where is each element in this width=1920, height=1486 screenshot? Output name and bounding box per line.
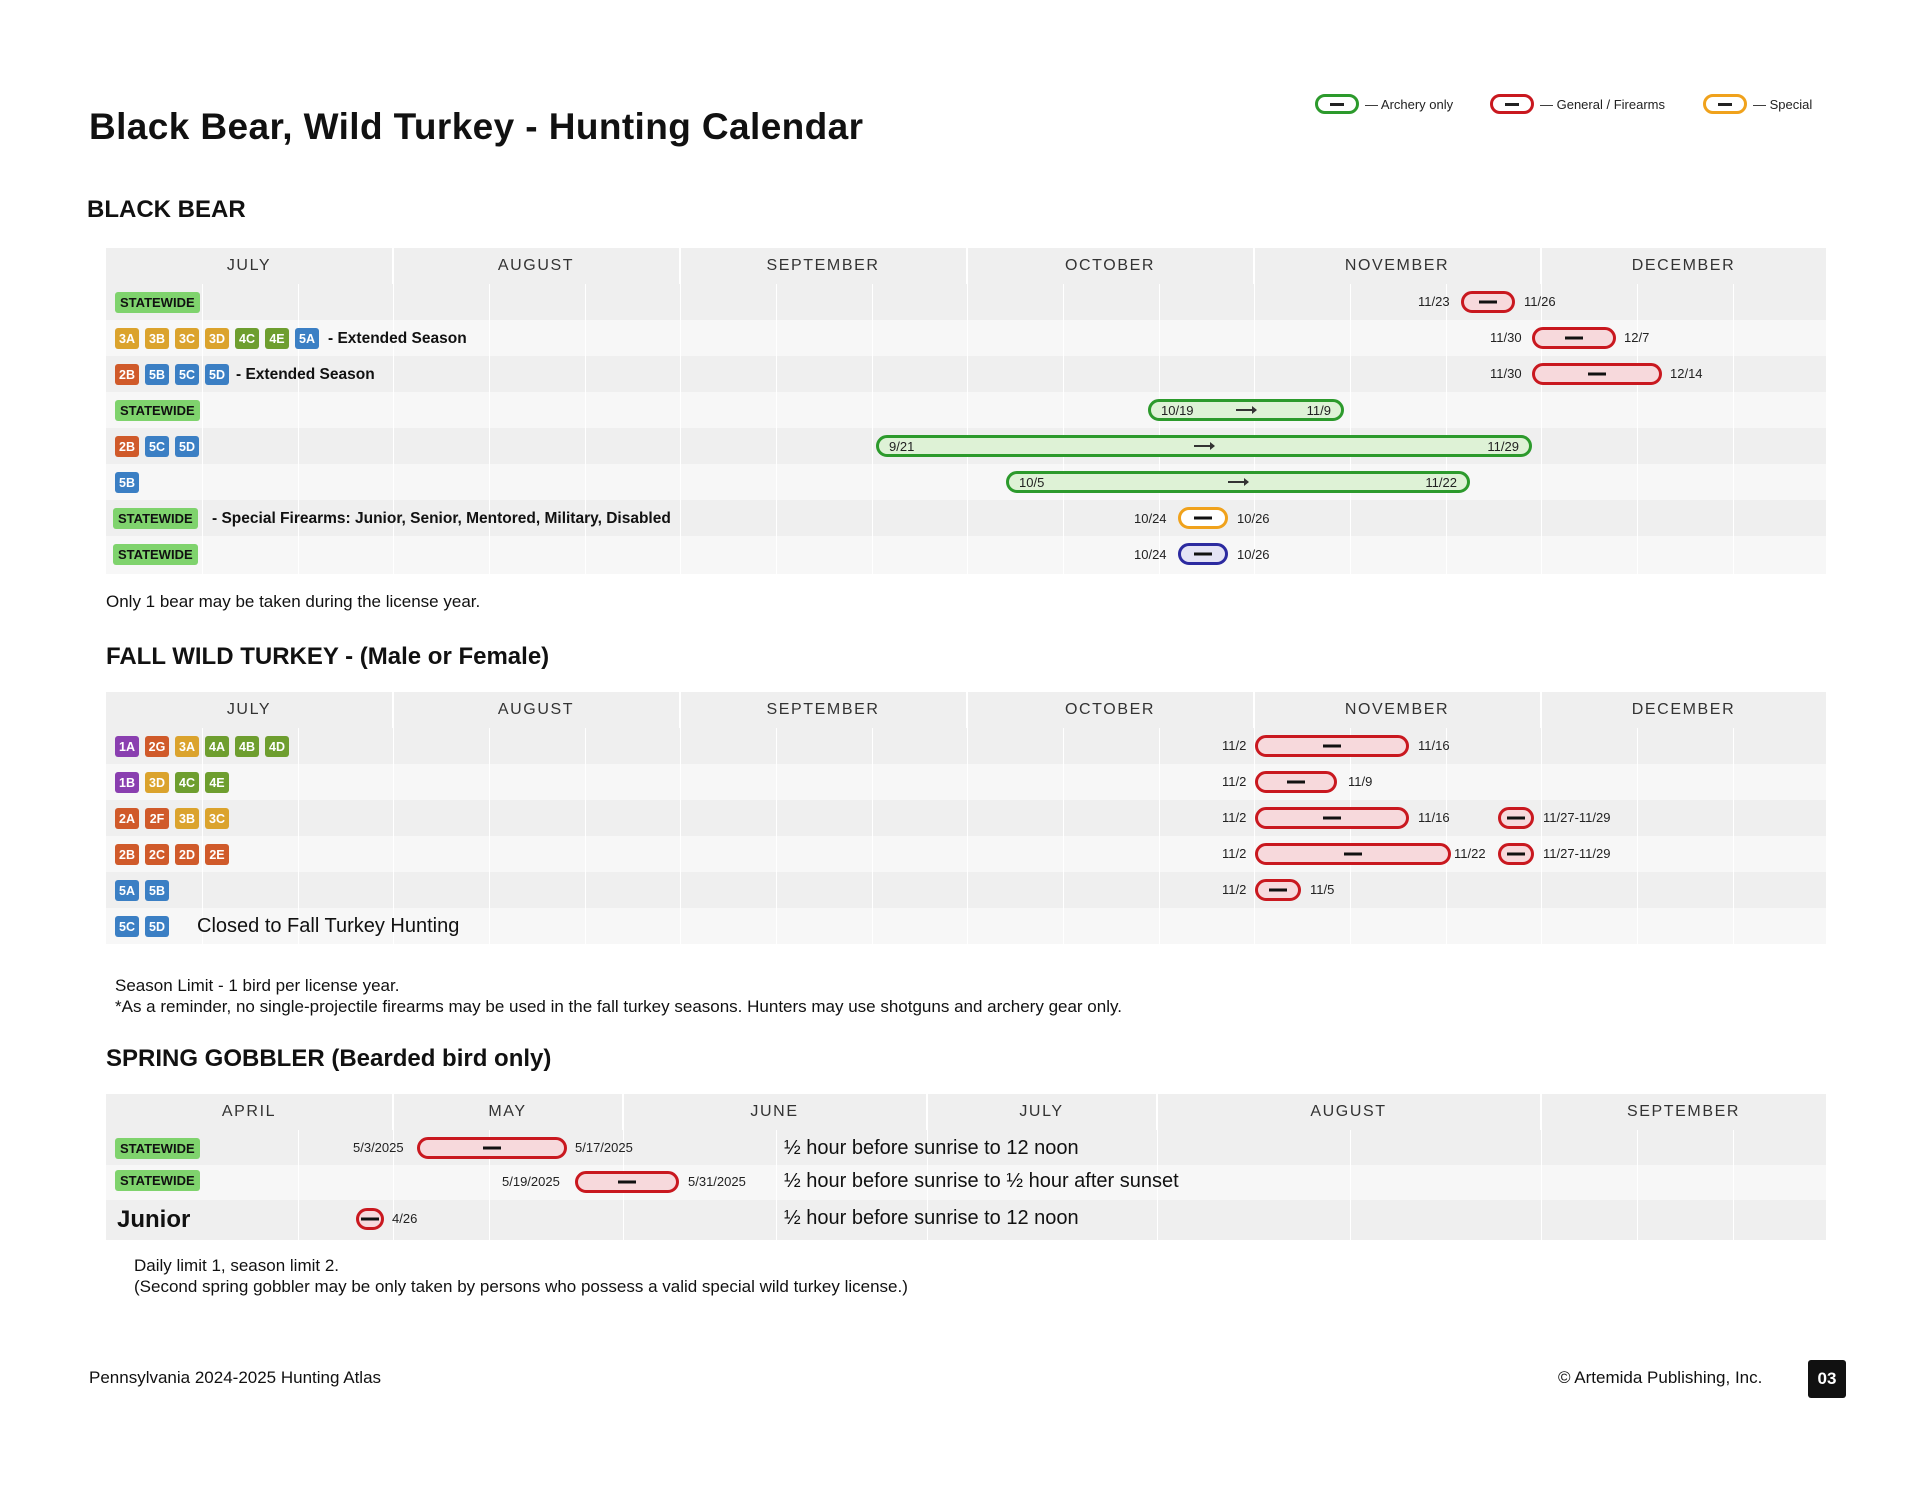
archery-bar bbox=[1148, 399, 1344, 421]
wmu-badge: 2G bbox=[145, 736, 169, 757]
spring-r0-start: 5/3/2025 bbox=[353, 1140, 404, 1155]
turkey-r3-end: 11/22 bbox=[1454, 846, 1486, 861]
bear-note: Only 1 bear may be taken during the license year. bbox=[106, 592, 481, 611]
wmu-badge: 3B bbox=[175, 808, 199, 829]
month-september: SEPTEMBER bbox=[680, 248, 967, 284]
turkey-calendar bbox=[106, 692, 1826, 944]
firearms-bar bbox=[1255, 879, 1301, 901]
wmu-badge: 5C bbox=[145, 436, 169, 457]
bear-r4-start: 9/21 bbox=[889, 439, 915, 454]
bear-r5-start: 10/5 bbox=[1019, 475, 1045, 490]
bear-r1-start: 11/30 bbox=[1490, 330, 1522, 345]
spring-note-limit: Daily limit 1, season limit 2. bbox=[134, 1256, 340, 1275]
spring-note-second: (Second spring gobbler may be only taken by persons who possess a valid special wild turkey license.) bbox=[134, 1277, 908, 1296]
shooting-hours: ½ hour before sunrise to ½ hour after sunset bbox=[784, 1170, 1179, 1192]
month-september: SEPTEMBER bbox=[680, 692, 967, 728]
wmu-badge: 3C bbox=[175, 328, 199, 349]
firearm-icon bbox=[1507, 817, 1525, 820]
firearms-bar bbox=[575, 1171, 679, 1193]
wmu-badge: 4A bbox=[205, 736, 229, 757]
legend-firearms-label: — General / Firearms bbox=[1540, 96, 1665, 112]
closed-to-fall-turkey: Closed to Fall Turkey Hunting bbox=[197, 915, 460, 937]
arrow-icon bbox=[1236, 409, 1256, 411]
month-april: APRIL bbox=[106, 1094, 393, 1130]
wmu-badge: 4D bbox=[265, 736, 289, 757]
wmu-badge: 5C bbox=[175, 364, 199, 385]
firearm-icon bbox=[483, 1147, 501, 1150]
bear-r3-end: 11/9 bbox=[1306, 403, 1331, 418]
footer-copyright: © Artemida Publishing, Inc. bbox=[1558, 1368, 1763, 1387]
legend-special bbox=[1703, 92, 1812, 116]
turkey-r2-end: 11/16 bbox=[1418, 810, 1450, 825]
statewide-badge: STATEWIDE bbox=[115, 292, 200, 313]
bear-r6-start: 10/24 bbox=[1134, 511, 1167, 526]
wmu-badge: 3D bbox=[205, 328, 229, 349]
bear-calendar bbox=[106, 248, 1826, 574]
turkey-r2-extra: 11/27-11/29 bbox=[1543, 810, 1611, 825]
page-title: Black Bear, Wild Turkey - Hunting Calendar bbox=[89, 106, 864, 147]
firearms-bar bbox=[1255, 735, 1409, 757]
extended-season-label: - Extended Season bbox=[328, 330, 467, 347]
wmu-badge: 4B bbox=[235, 736, 259, 757]
wmu-badge: 5C bbox=[115, 916, 139, 937]
archery-bar bbox=[876, 435, 1532, 457]
month-june: JUNE bbox=[623, 1094, 927, 1130]
wmu-badge: 4C bbox=[235, 328, 259, 349]
firearms-bar bbox=[417, 1137, 567, 1159]
shooting-hours: ½ hour before sunrise to 12 noon bbox=[784, 1137, 1079, 1159]
turkey-r0-end: 11/16 bbox=[1418, 738, 1450, 753]
statewide-badge: STATEWIDE bbox=[113, 508, 198, 529]
firearm-icon bbox=[1194, 517, 1212, 520]
spring-r2-date: 4/26 bbox=[392, 1211, 418, 1226]
wmu-badge: 4E bbox=[265, 328, 289, 349]
turkey-note-limit: Season Limit - 1 bird per license year. bbox=[115, 976, 400, 995]
muzzleloader-icon bbox=[1194, 553, 1212, 556]
wmu-badge: 2D bbox=[175, 844, 199, 865]
firearms-bar bbox=[1255, 771, 1337, 793]
month-november: NOVEMBER bbox=[1254, 692, 1541, 728]
month-october: OCTOBER bbox=[967, 692, 1254, 728]
firearms-bar bbox=[1461, 291, 1515, 313]
month-july: JULY bbox=[927, 1094, 1157, 1130]
firearm-icon bbox=[361, 1218, 379, 1221]
footer-publication: Pennsylvania 2024-2025 Hunting Atlas bbox=[89, 1368, 382, 1387]
archery-legend-icon bbox=[1315, 94, 1359, 114]
legend-firearms bbox=[1490, 92, 1665, 116]
wmu-badge: 1A bbox=[115, 736, 139, 757]
bear-r7-start: 10/24 bbox=[1134, 547, 1167, 562]
month-december: DECEMBER bbox=[1631, 257, 1736, 274]
special-bar bbox=[1178, 543, 1228, 565]
wmu-badge: 5D bbox=[175, 436, 199, 457]
month-may: MAY bbox=[393, 1094, 623, 1130]
spring-r1-end: 5/31/2025 bbox=[688, 1174, 746, 1189]
shooting-hours: ½ hour before sunrise to 12 noon bbox=[784, 1207, 1079, 1229]
month-november: NOVEMBER bbox=[1254, 248, 1541, 284]
legend-archery bbox=[1315, 92, 1453, 116]
arrow-icon bbox=[1228, 481, 1248, 483]
special-bar bbox=[1178, 507, 1228, 529]
wmu-badge: 2B bbox=[115, 364, 139, 385]
wmu-badge: 5A bbox=[115, 880, 139, 901]
wmu-badge: 5B bbox=[115, 472, 139, 493]
firearm-icon bbox=[1287, 781, 1305, 784]
wmu-badge: 5D bbox=[205, 364, 229, 385]
wmu-badge: 4C bbox=[175, 772, 199, 793]
turkey-r2-start: 11/2 bbox=[1222, 810, 1247, 825]
wmu-badge: 3A bbox=[175, 736, 199, 757]
wmu-badge: 3B bbox=[145, 328, 169, 349]
legend-special-label: — Special bbox=[1753, 96, 1813, 112]
firearm-icon bbox=[1323, 745, 1341, 748]
statewide-badge: STATEWIDE bbox=[115, 1138, 200, 1159]
turkey-r0-start: 11/2 bbox=[1222, 738, 1247, 753]
wmu-badge: 5D bbox=[145, 916, 169, 937]
bear-r0-end: 11/26 bbox=[1524, 294, 1556, 309]
turkey-r1-end: 11/9 bbox=[1348, 774, 1373, 789]
arrow-icon bbox=[1194, 445, 1214, 447]
month-october: OCTOBER bbox=[967, 248, 1254, 284]
month-september: SEPTEMBER bbox=[1626, 1103, 1741, 1120]
wmu-badge: 2F bbox=[145, 808, 169, 829]
firearms-bar bbox=[356, 1208, 384, 1230]
special-legend-icon bbox=[1703, 94, 1747, 114]
month-august: AUGUST bbox=[1157, 1094, 1541, 1130]
firearms-bar bbox=[1255, 843, 1451, 865]
spring-heading: SPRING GOBBLER (Bearded bird only) bbox=[106, 1045, 552, 1072]
extended-season-label: - Extended Season bbox=[236, 366, 375, 383]
bear-r2-start: 11/30 bbox=[1490, 366, 1522, 381]
firearm-icon bbox=[1344, 853, 1362, 856]
turkey-r3-extra: 11/27-11/29 bbox=[1543, 846, 1611, 861]
wmu-badge: 5B bbox=[145, 364, 169, 385]
firearms-bar bbox=[1255, 807, 1409, 829]
wmu-badge: 1B bbox=[115, 772, 139, 793]
firearm-icon bbox=[1269, 889, 1287, 892]
wmu-badge: 3A bbox=[115, 328, 139, 349]
turkey-r3-start: 11/2 bbox=[1222, 846, 1247, 861]
archery-bar bbox=[1006, 471, 1470, 493]
bear-heading: BLACK BEAR bbox=[87, 196, 246, 223]
turkey-heading: FALL WILD TURKEY - (Male or Female) bbox=[106, 643, 550, 670]
bear-r7-end: 10/26 bbox=[1237, 547, 1270, 562]
firearm-icon bbox=[1565, 337, 1583, 340]
firearm-icon bbox=[1507, 853, 1525, 856]
wmu-badge: 5A bbox=[295, 328, 319, 349]
turkey-r4-end: 11/5 bbox=[1310, 882, 1335, 897]
wmu-badge: 5B bbox=[145, 880, 169, 901]
firearms-legend-icon bbox=[1490, 94, 1534, 114]
firearms-bar bbox=[1532, 327, 1616, 349]
month-august: AUGUST bbox=[393, 248, 680, 284]
turkey-r1-start: 11/2 bbox=[1222, 774, 1247, 789]
wmu-badge: 3D bbox=[145, 772, 169, 793]
turkey-r4-start: 11/2 bbox=[1222, 882, 1247, 897]
special-firearms-label: - Special Firearms: Junior, Senior, Mentored, Military, Disabled bbox=[212, 510, 671, 527]
firearms-bar bbox=[1532, 363, 1662, 385]
page-number: 03 bbox=[1808, 1360, 1846, 1398]
legend-archery-label: — Archery only bbox=[1365, 96, 1454, 112]
statewide-badge: STATEWIDE bbox=[115, 1170, 200, 1191]
month-december: DECEMBER bbox=[1631, 701, 1736, 718]
turkey-note-reminder: *As a reminder, no single-projectile firearms may be used in the fall turkey seasons. Hunters may use shotguns and archery gear only. bbox=[115, 997, 1122, 1016]
bear-r1-end: 12/7 bbox=[1624, 330, 1650, 345]
wmu-badge: 2B bbox=[115, 436, 139, 457]
bear-r5-end: 11/22 bbox=[1425, 475, 1457, 490]
firearm-icon bbox=[1479, 301, 1497, 304]
wmu-badge: 4E bbox=[205, 772, 229, 793]
firearms-bar bbox=[1498, 807, 1534, 829]
firearm-icon bbox=[1588, 373, 1606, 376]
month-july: JULY bbox=[106, 248, 393, 284]
statewide-badge: STATEWIDE bbox=[115, 400, 200, 421]
firearm-icon bbox=[1323, 817, 1341, 820]
month-july: JULY bbox=[106, 692, 393, 728]
spring-r0-end: 5/17/2025 bbox=[575, 1140, 633, 1155]
bear-r3-start: 10/19 bbox=[1161, 403, 1194, 418]
spring-r1-start: 5/19/2025 bbox=[502, 1174, 560, 1189]
wmu-badge: 3C bbox=[205, 808, 229, 829]
month-august: AUGUST bbox=[393, 692, 680, 728]
bear-r0-start: 11/23 bbox=[1418, 294, 1450, 309]
wmu-badge: 2C bbox=[145, 844, 169, 865]
bear-r4-end: 11/29 bbox=[1487, 439, 1519, 454]
wmu-badge: 2B bbox=[115, 844, 139, 865]
statewide-badge: STATEWIDE bbox=[113, 544, 198, 565]
spring-calendar bbox=[106, 1094, 1826, 1240]
junior-label: Junior bbox=[117, 1206, 191, 1233]
firearms-bar bbox=[1498, 843, 1534, 865]
bear-r6-end: 10/26 bbox=[1237, 511, 1270, 526]
bear-r2-end: 12/14 bbox=[1670, 366, 1703, 381]
wmu-badge: 2E bbox=[205, 844, 229, 865]
wmu-badge: 2A bbox=[115, 808, 139, 829]
firearm-icon bbox=[618, 1181, 636, 1184]
